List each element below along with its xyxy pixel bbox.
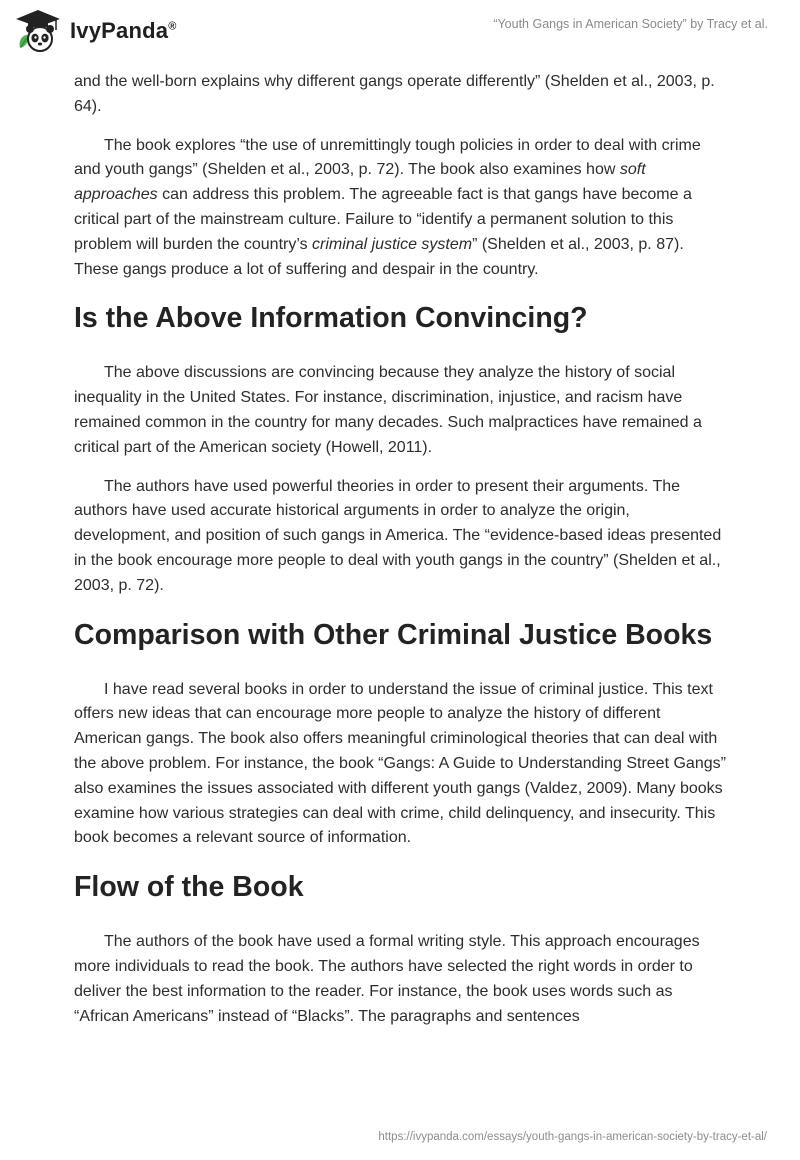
paragraph: The authors have used powerful theories in order to present their arguments. The authors have used accurate historical arguments in order to analyze the origin, development, and position of such gangs in America. The “evidence-based ideas presented in the book encourage more people to deal with youth gangs in the country” (Shelden et al., 2003, p. 72). — [74, 477, 722, 594]
paragraph: I have read several books in order to understand the issue of criminal justice. This text offers new ideas that can encourage more people to analyze the history of different American gangs. The book also offers meaningful criminological theories that can deal with the above problem. For instance, the book “Gangs: A Guide to Understanding Street Gangs” also examines the issues associated with different youth gangs (Valdez, 2009). Many books examine how various strategies can deal with crime, child delinquency, and insecurity. This book becomes a relevant source of information. — [74, 680, 726, 847]
paragraph: The book explores “the use of unremittingly tough policies in order to deal with crime and youth gangs” (Shelden et al., 2003, p. 72). The book also examines how soft approaches can address this problem. The agreeable fact is that gangs have become a critical part of the mainstream culture. Failure to “identify a permanent solution to this problem will burden the country’s criminal justice system” (Shelden et al., 2003, p. 87). These gangs produce a lot of suffering and despair in the country. — [74, 136, 701, 278]
section-heading: Comparison with Other Criminal Justice Books — [74, 618, 713, 651]
page-header — [0, 0, 800, 60]
section-heading: Flow of the Book — [74, 871, 304, 904]
paragraph: and the well-born explains why different gangs operate differently” (Shelden et al., 2003, p. 64). — [74, 73, 715, 115]
document-title: “Youth Gangs in American Society” by Tracy et al. — [493, 17, 768, 31]
paragraph: The above discussions are convincing because they analyze the history of social inequality in the United States. For instance, discrimination, injustice, and racism have remained common in the country for many decades. Such malpractices have remained a critical part of the American society (Howell, 2011). — [74, 364, 702, 456]
source-url-link[interactable]: https://ivypanda.com/essays/youth-gangs-in-american-society-by-tracy-et-al/ — [378, 1131, 767, 1143]
ivypanda-logo[interactable] — [14, 8, 177, 54]
essay-body — [74, 70, 726, 1043]
section-heading: Is the Above Information Convincing? — [74, 302, 588, 335]
paragraph: The authors of the book have used a formal writing style. This approach encourages more individuals to read the book. The authors have selected the right words in order to deliver the best information to the reader. For instance, the book uses words such as “African Americans” instead of “Blacks”. The paragraphs and sentences — [74, 933, 700, 1025]
brand-name: IvyPanda® — [70, 18, 177, 43]
panda-graduate-icon — [14, 8, 62, 54]
